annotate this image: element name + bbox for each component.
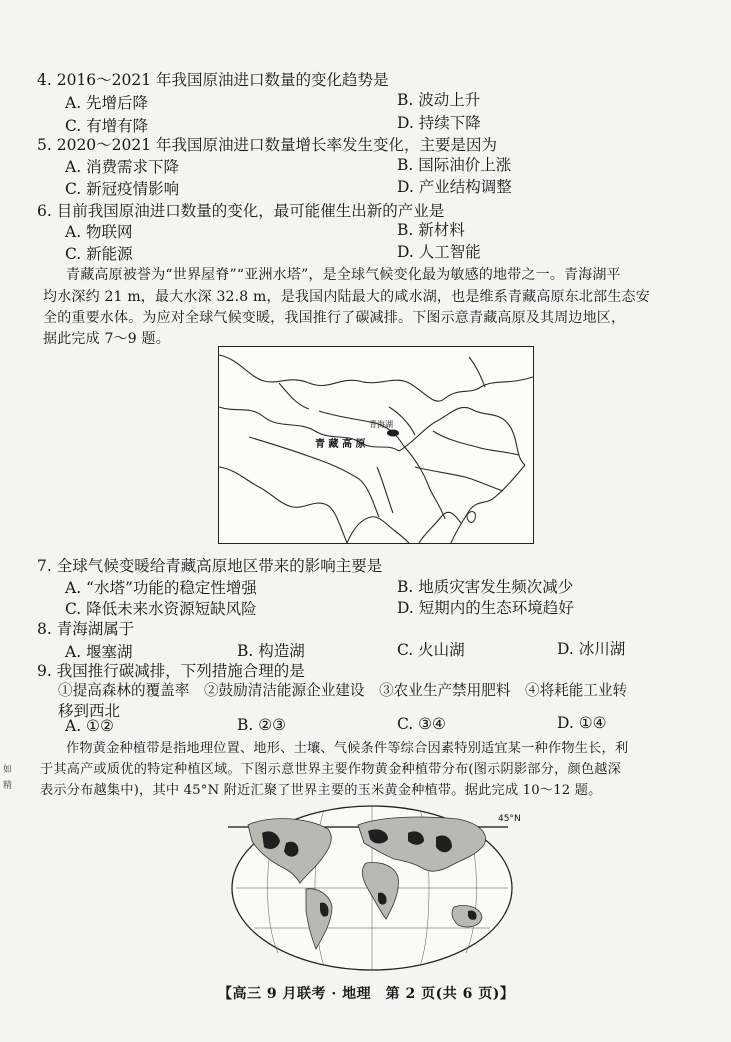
passage2-line2: 于其高产或质优的特定种植区域。下图示意世界主要作物黄金种植带分布(图示阴影部分，颜色越深 — [40, 762, 622, 777]
q8-stem: 8. 青海湖属于 — [37, 620, 135, 638]
tibetan-plateau-map — [218, 346, 534, 544]
q7-option-c: C. 降低未来水资源短缺风险 — [65, 600, 257, 618]
plateau-label: 青 藏 高 原 — [315, 439, 366, 450]
q6-stem: 6. 目前我国原油进口数量的变化，最可能催生出新的产业是 — [37, 202, 445, 220]
q5-option-d: D. 产业结构调整 — [397, 178, 512, 196]
q7-option-a: A. “水塔”功能的稳定性增强 — [65, 579, 257, 597]
q4-option-b: B. 波动上升 — [397, 91, 481, 109]
passage2-line3: 表示分布越集中)，其中 45°N 附近汇聚了世界主要的玉米黄金种植带。据此完成 10～12 题。 — [40, 783, 602, 798]
passage1-line3: 全的重要水体。为应对全球气候变暖，我国推行了碳减排。下图示意青藏高原及其周边地区， — [43, 310, 626, 326]
q6-option-a: A. 物联网 — [65, 223, 133, 241]
world-crop-belt-map-drawing — [228, 803, 521, 973]
q9-option-a: A. ①② — [65, 717, 114, 735]
q6-option-c: C. 新能源 — [65, 245, 133, 263]
margin-mark-1: 如 — [3, 765, 13, 775]
passage2-line1: 作物黄金种植带是指地理位置、地形、土壤、气候条件等综合因素特别适宜某一种作物生长，利 — [66, 741, 629, 756]
q9-measures-line1: ①提高森林的覆盖率 ②鼓励清洁能源企业建设 ③农业生产禁用肥料 ④将耗能工业转 — [58, 682, 628, 699]
page-footer: 【高三 9 月联考 · 地理 第 2 页(共 6 页)】 — [218, 986, 515, 1002]
q9-option-d: D. ①④ — [557, 714, 607, 732]
q6-option-b: B. 新材料 — [397, 221, 465, 239]
margin-mark-2: 精 — [3, 781, 13, 791]
qinghai-lake-label: 青海湖 — [369, 420, 393, 429]
q9-stem: 9. 我国推行碳减排，下列措施合理的是 — [37, 662, 305, 680]
q7-stem: 7. 全球气候变暖给青藏高原地区带来的影响主要是 — [37, 557, 383, 575]
q8-option-d: D. 冰川湖 — [557, 640, 626, 658]
q8-option-c: C. 火山湖 — [397, 641, 465, 659]
q7-option-d: D. 短期内的生态环境趋好 — [397, 599, 574, 617]
q4-option-a: A. 先增后降 — [65, 94, 149, 112]
q7-option-b: B. 地质灾害发生频次减少 — [397, 578, 574, 596]
passage1-line4: 据此完成 7～9 题。 — [43, 331, 170, 347]
passage1-line1: 青藏高原被誉为“世界屋脊”“亚洲水塔”，是全球气候变化最为敏感的地带之一。青海湖平 — [66, 267, 621, 283]
q4-option-c: C. 有增有降 — [65, 117, 149, 135]
q9-option-b: B. ②③ — [237, 716, 287, 734]
passage1-line2: 均水深约 21 m，最大水深 32.8 m，是我国内陆最大的咸水湖，也是维系青藏高原东北部生态安 — [43, 289, 650, 305]
q6-option-d: D. 人工智能 — [397, 243, 481, 261]
tibetan-plateau-map-drawing — [219, 347, 533, 543]
q8-option-b: B. 构造湖 — [237, 642, 305, 660]
qinghai-lake-marker — [387, 430, 399, 437]
q4-stem: 4. 2016～2021 年我国原油进口数量的变化趋势是 — [37, 71, 389, 89]
q5-option-a: A. 消费需求下降 — [65, 158, 180, 176]
q5-stem: 5. 2020～2021 年我国原油进口数量增长率发生变化，主要是因为 — [37, 136, 498, 154]
world-crop-belt-map — [228, 803, 521, 973]
q4-option-d: D. 持续下降 — [397, 114, 481, 132]
q5-option-b: B. 国际油价上涨 — [397, 156, 512, 174]
latitude-45n-label: 45°N — [498, 814, 521, 824]
q9-option-c: C. ③④ — [397, 715, 446, 733]
q9-measures-line2: 移到西北 — [58, 702, 121, 720]
q5-option-c: C. 新冠疫情影响 — [65, 180, 180, 198]
q8-option-a: A. 堰塞湖 — [65, 643, 133, 661]
